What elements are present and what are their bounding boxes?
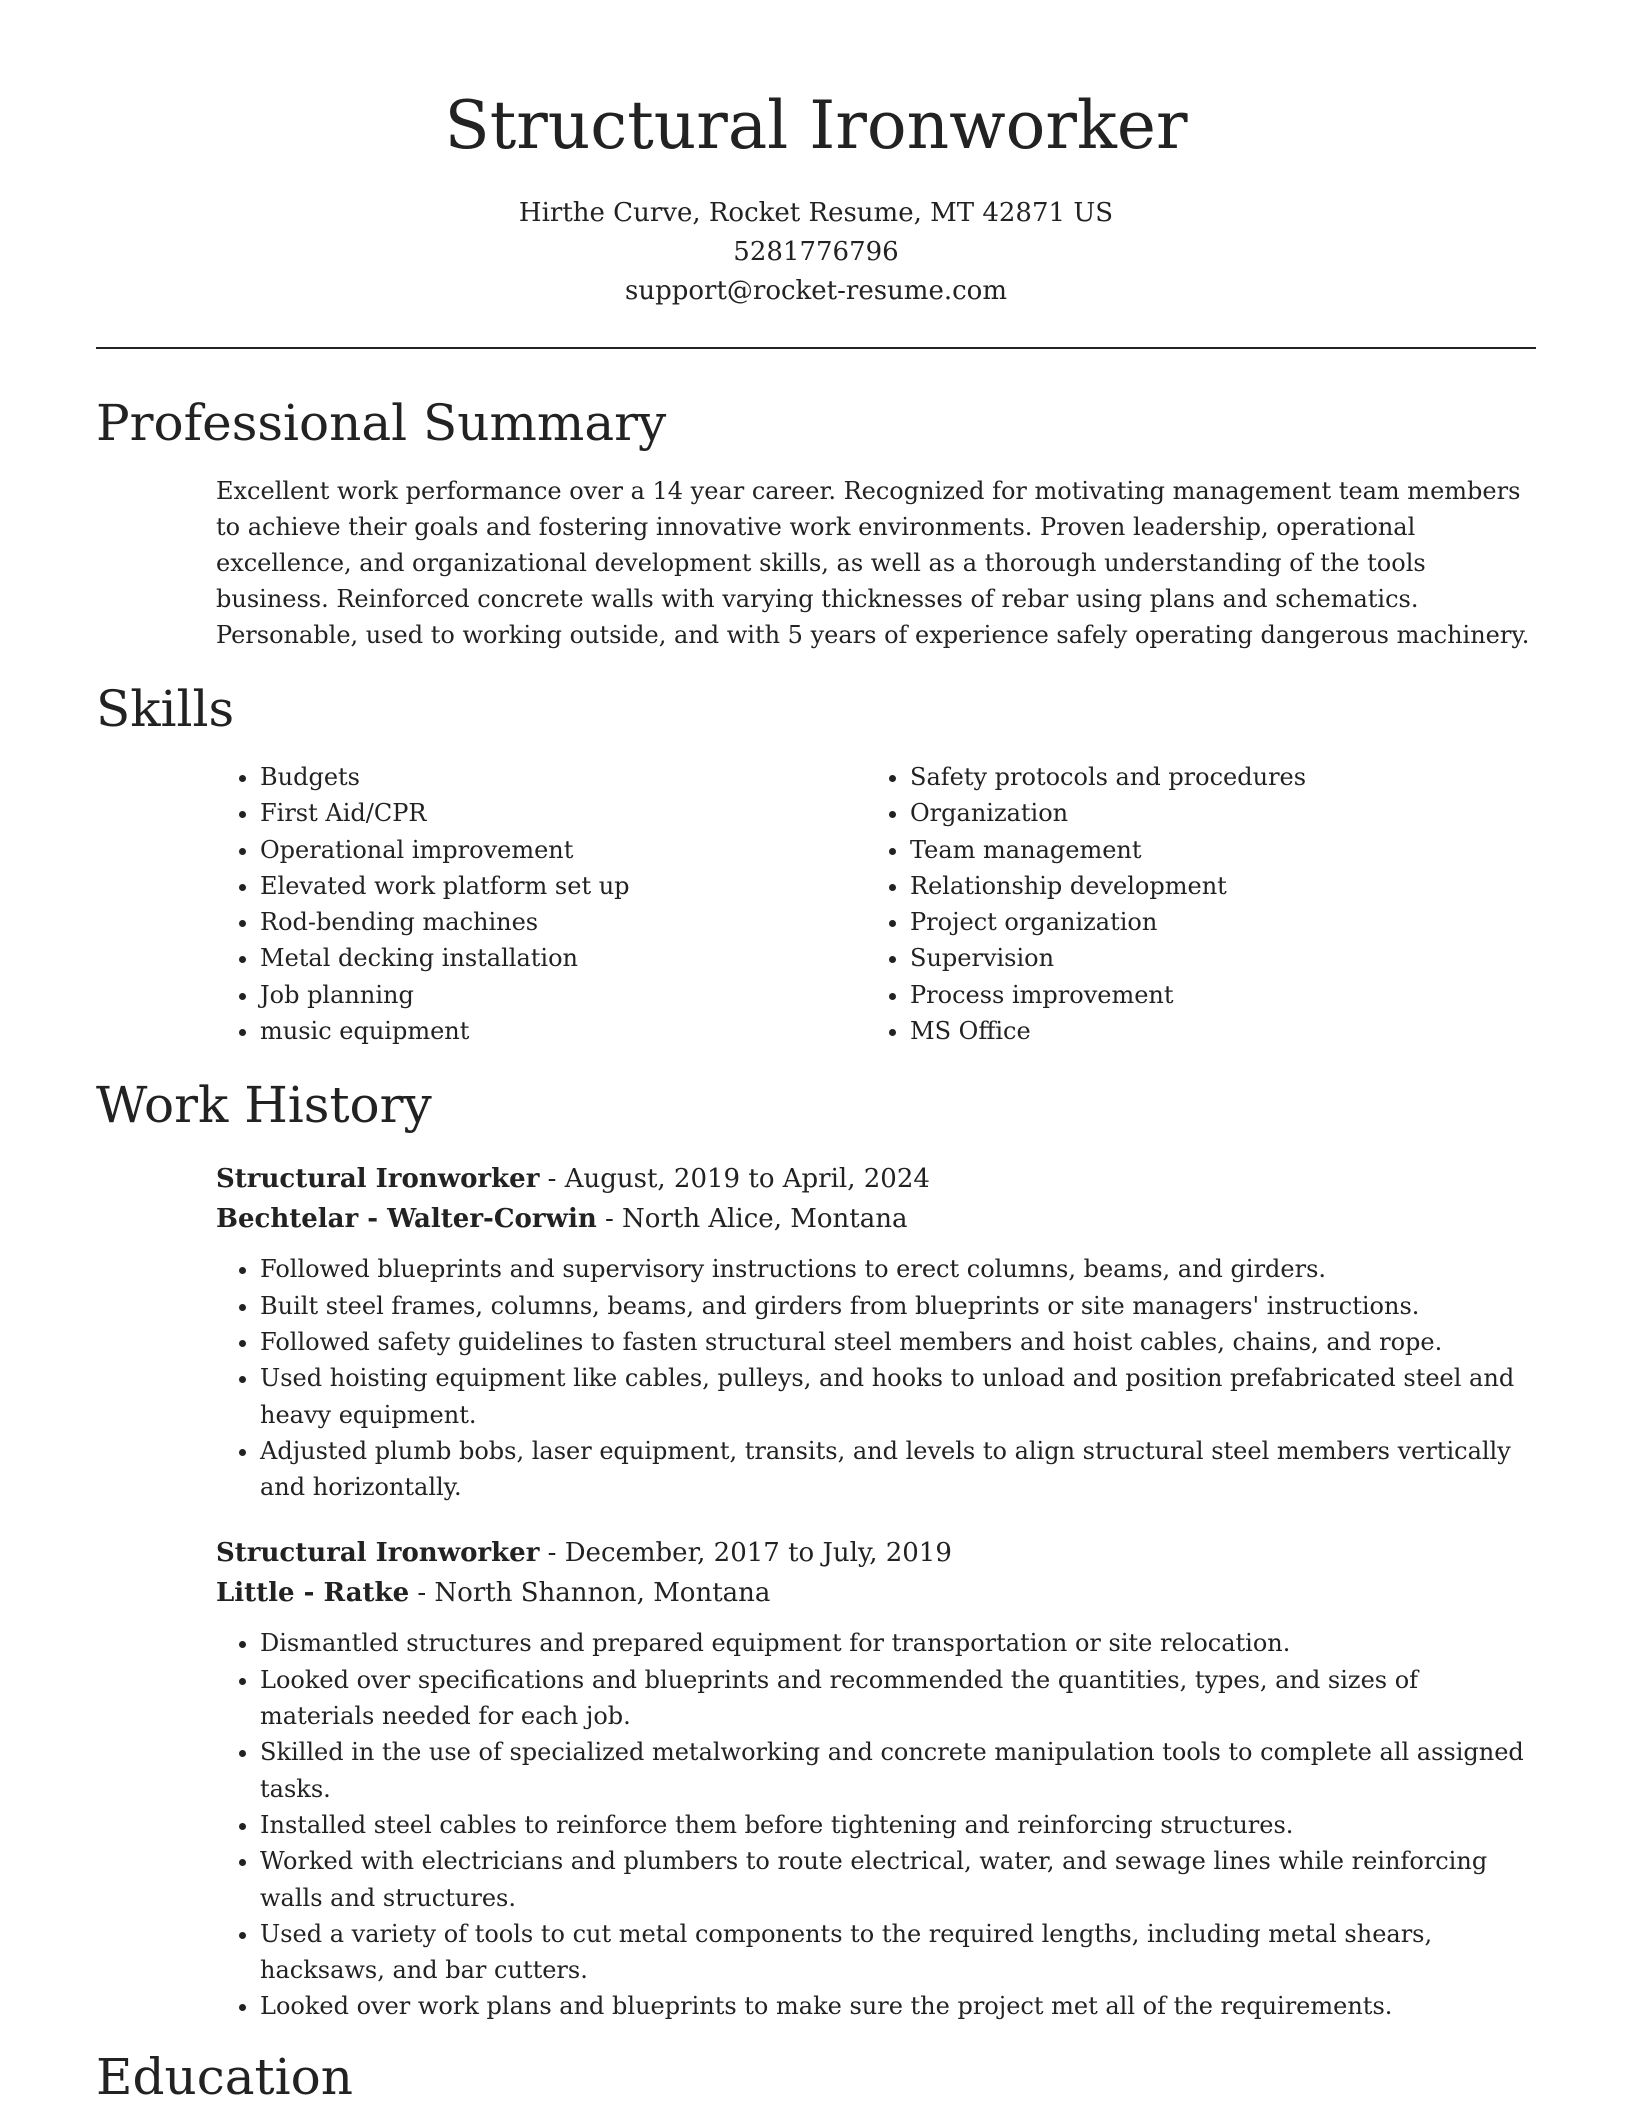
skill-item: • Budgets bbox=[260, 759, 866, 795]
job-bullet: • Built steel frames, columns, beams, and girders from blueprints or site managers' instructions. bbox=[260, 1288, 1536, 1324]
job-bullet: • Dismantled structures and prepared equipment for transportation or site relocation. bbox=[260, 1625, 1536, 1661]
job-bullet: • Followed safety guidelines to fasten structural steel members and hoist cables, chains, and rope. bbox=[260, 1324, 1536, 1360]
contact-phone: 5281776796 bbox=[733, 237, 899, 267]
job-bullet: • Adjusted plumb bobs, laser equipment, transits, and levels to align structural steel members vertically and horizontally. bbox=[260, 1433, 1536, 1506]
job-title: Structural Ironworker bbox=[216, 1538, 540, 1569]
job-bullet: • Followed blueprints and supervisory instructions to erect columns, beams, and girders. bbox=[260, 1251, 1536, 1287]
skill-item: • Project organization bbox=[910, 904, 1516, 940]
job-bullet: • Used a variety of tools to cut metal components to the required lengths, including metal shears, hacksaws, and bar cutters. bbox=[260, 1916, 1536, 1989]
job-bullet: • Installed steel cables to reinforce them before tightening and reinforcing structures. bbox=[260, 1807, 1536, 1843]
job-bullet: • Skilled in the use of specialized metalworking and concrete manipulation tools to complete all assigned tasks. bbox=[260, 1734, 1536, 1807]
job-company-line bbox=[216, 1199, 1536, 1239]
summary-heading: Professional Summary bbox=[96, 394, 667, 452]
skills-list-left bbox=[216, 759, 866, 1049]
skill-item: • MS Office bbox=[910, 1013, 1516, 1049]
skill-item: • Rod-bending machines bbox=[260, 904, 866, 940]
skill-item: • Operational improvement bbox=[260, 832, 866, 868]
resume-name: Structural Ironworker bbox=[444, 87, 1188, 164]
job-bullet: • Looked over specifications and blueprints and recommended the quantities, types, and sizes of materials needed for each job. bbox=[260, 1662, 1536, 1735]
header-divider bbox=[96, 347, 1536, 349]
job-title-line bbox=[216, 1533, 1536, 1573]
job-dates: - August, 2019 to April, 2024 bbox=[539, 1164, 930, 1195]
job-bullets bbox=[216, 1625, 1536, 2024]
job-title-line bbox=[216, 1159, 1536, 1199]
contact-address: Hirthe Curve, Rocket Resume, MT 42871 US bbox=[518, 198, 1114, 228]
job-entry bbox=[216, 1159, 1536, 1505]
contact-block bbox=[96, 194, 1536, 311]
job-dates: - December, 2017 to July, 2019 bbox=[539, 1538, 952, 1569]
job-company: Bechtelar - Walter-Corwin bbox=[216, 1204, 597, 1235]
job-location: - North Shannon, Montana bbox=[409, 1578, 771, 1609]
job-entry bbox=[216, 1533, 1536, 2024]
work-history-heading: Work History bbox=[96, 1076, 432, 1135]
job-company-line bbox=[216, 1573, 1536, 1613]
skill-item: • First Aid/CPR bbox=[260, 795, 866, 831]
skills-columns bbox=[216, 759, 1536, 1049]
skill-item: • Organization bbox=[910, 795, 1516, 831]
skill-item: • Job planning bbox=[260, 977, 866, 1013]
job-bullet: • Used hoisting equipment like cables, pulleys, and hooks to unload and position prefabricated steel and heavy equipment. bbox=[260, 1360, 1536, 1433]
skill-item: • Elevated work platform set up bbox=[260, 868, 866, 904]
skill-item: • Supervision bbox=[910, 940, 1516, 976]
summary-text: Excellent work performance over a 14 year career. Recognized for motivating management team members to achieve their goals and fostering innovative work environments. Proven leadership, operational excellence, and organizational development skills, as well as a thorough understanding of the tools business. Reinforced concrete walls with varying thicknesses of rebar using plans and schematics. Personable, used to working outside, and with 5 years of experience safely operating dangerous machinery. bbox=[216, 477, 1530, 649]
skill-item: • Safety protocols and procedures bbox=[910, 759, 1516, 795]
skill-item: • Metal decking installation bbox=[260, 940, 866, 976]
education-heading: Education bbox=[96, 2047, 353, 2106]
resume-page bbox=[96, 0, 1536, 2107]
job-location: - North Alice, Montana bbox=[596, 1204, 908, 1235]
skill-item: • music equipment bbox=[260, 1013, 866, 1049]
job-bullet: • Looked over work plans and blueprints to make sure the project met all of the requirements. bbox=[260, 1988, 1536, 2024]
job-title: Structural Ironworker bbox=[216, 1164, 540, 1195]
skills-heading: Skills bbox=[96, 680, 235, 738]
skill-item: • Relationship development bbox=[910, 868, 1516, 904]
job-bullets bbox=[216, 1251, 1536, 1505]
skill-item: • Team management bbox=[910, 832, 1516, 868]
skills-list-right bbox=[866, 759, 1516, 1049]
skill-item: • Process improvement bbox=[910, 977, 1516, 1013]
contact-email: support@rocket-resume.com bbox=[624, 276, 1007, 306]
job-company: Little - Ratke bbox=[216, 1578, 410, 1609]
job-bullet: • Worked with electricians and plumbers to route electrical, water, and sewage lines while reinforcing walls and structures. bbox=[260, 1843, 1536, 1916]
